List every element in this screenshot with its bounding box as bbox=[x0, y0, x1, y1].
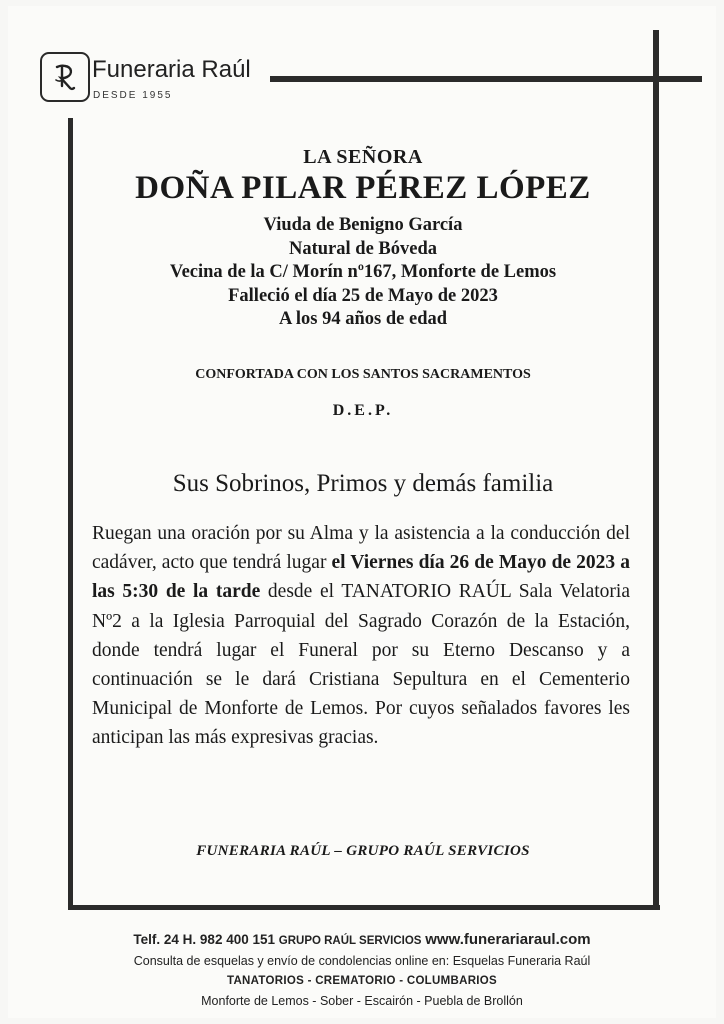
funeral-home-logo-icon bbox=[40, 52, 90, 102]
detail-line: Falleció el día 25 de Mayo de 2023 bbox=[228, 285, 498, 306]
dep-line: D.E.P. bbox=[332, 402, 394, 419]
body-end: desde el TANATORIO RAÚL Sala Velatoria Nº2 a la Iglesia Parroquial del Sagrado Corazón de la Estación, donde tendrá lugar el Funeral por su Eterno Descanso y a continuación se le dará Cristiana Sepultura en el Cementerio Municipal de Monforte de Lemos. Por cuyos señalados favores les anticipan las más expresivas gracias. bbox=[92, 581, 630, 749]
detail-line: Vecina de la C/ Morín nº167, Monforte de Lemos bbox=[169, 262, 557, 282]
footer-services: TANATORIOS - CREMATORIO - COLUMBARIOS bbox=[226, 975, 498, 987]
detail-line: Natural de Bóveda bbox=[289, 238, 437, 259]
footer-online: Consulta de esquelas y envío de condolencias online en: Esquelas Funeraria Raúl bbox=[133, 954, 591, 968]
footer-phone: Telf. 24 H. 982 400 151 bbox=[133, 932, 275, 947]
logo-since: DESDE 1955 bbox=[93, 90, 173, 101]
body-start: Ruegan una oración por su Alma y la asistencia a la conducción del cadáver, acto que tendrá lugar bbox=[92, 523, 630, 574]
family-line: Sus Sobrinos, Primos y demás familia bbox=[172, 470, 554, 497]
notice-body bbox=[92, 519, 630, 753]
sacraments-line: CONFORTADA CON LOS SANTOS SACRAMENTOS bbox=[195, 367, 531, 382]
logo-name: Funeraria Raúl bbox=[92, 56, 251, 83]
frame-cross-horizontal bbox=[270, 76, 702, 82]
footer-contact bbox=[0, 931, 724, 948]
signature: FUNERARIA RAÚL – GRUPO RAÚL SERVICIOS bbox=[196, 843, 530, 859]
deceased-details bbox=[73, 214, 653, 332]
footer-website[interactable]: www.funerariaraul.com bbox=[425, 931, 591, 948]
body-date-time: el Viernes día 26 de Mayo de 2023 a las 5:30 de la tarde bbox=[92, 552, 630, 603]
detail-line: A los 94 años de edad bbox=[278, 309, 448, 329]
frame-cross-vertical bbox=[653, 30, 659, 910]
detail-line: Viuda de Benigno García bbox=[263, 215, 463, 235]
footer-locations: Monforte de Lemos - Sober - Escairón - Puebla de Brollón bbox=[201, 994, 523, 1008]
frame-bottom-bar bbox=[68, 905, 660, 910]
deceased-name: DOÑA PILAR PÉREZ LÓPEZ bbox=[135, 170, 591, 206]
footer-group: GRUPO RAÚL SERVICIOS bbox=[278, 935, 422, 947]
honorific: LA SEÑORA bbox=[303, 146, 423, 168]
